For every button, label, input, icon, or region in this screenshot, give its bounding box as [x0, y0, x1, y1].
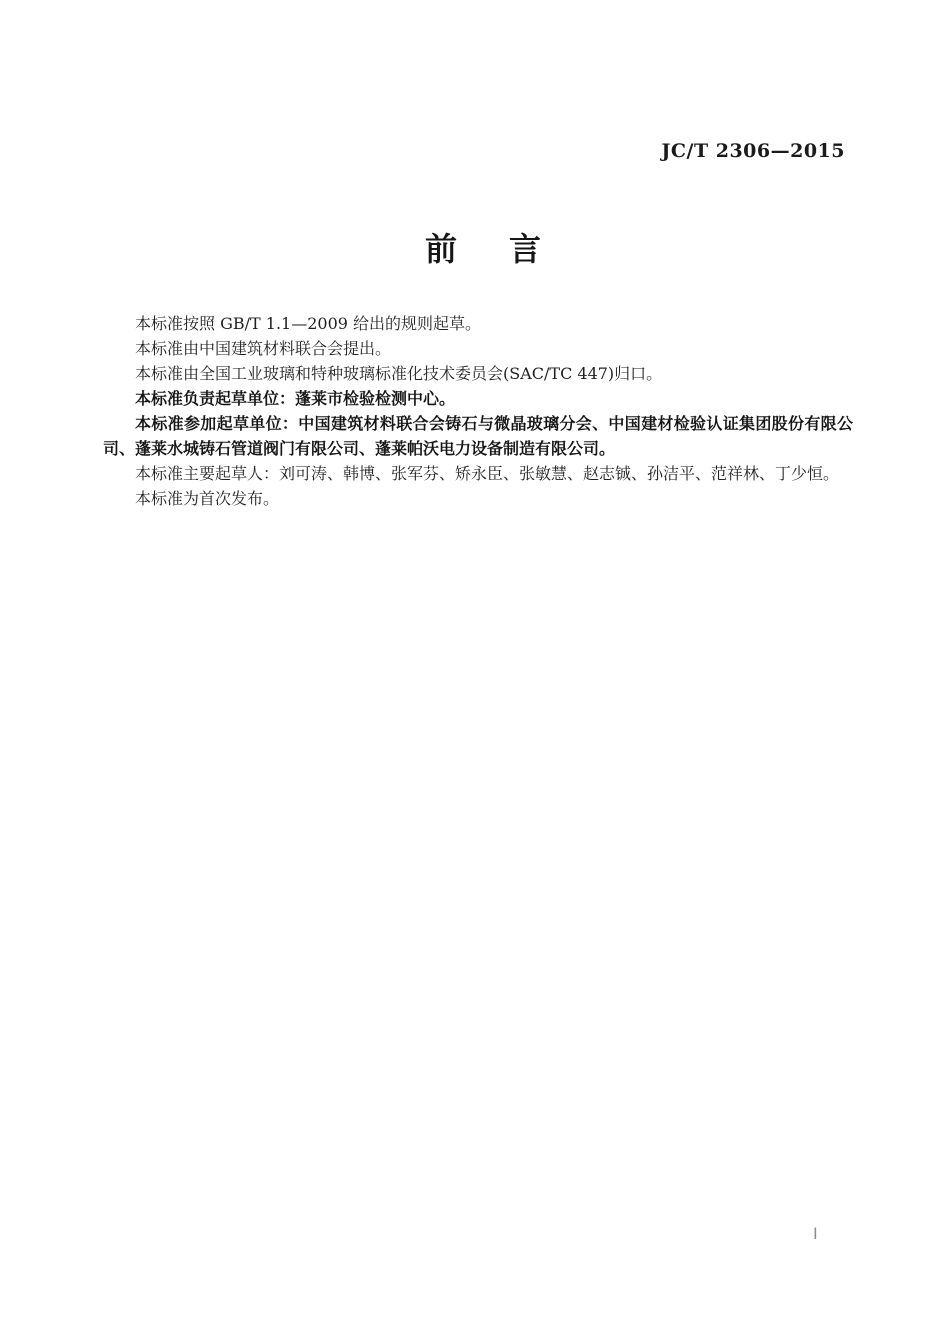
foreword-paragraph: 本标准由全国工业玻璃和特种玻璃标准化技术委员会(SAC/TC 447)归口。 — [135, 364, 663, 383]
foreword-paragraph: 本标准为首次发布。 — [135, 489, 280, 508]
foreword-paragraph: 本标准负责起草单位：蓬莱市检验检测中心。 — [135, 389, 456, 408]
foreword-body — [103, 311, 853, 511]
foreword-paragraph: 本标准由中国建筑材料联合会提出。 — [135, 339, 392, 358]
standard-code: JC/T 2306—2015 — [661, 140, 845, 162]
page-title: 前 言 — [424, 230, 551, 268]
foreword-paragraph: 本标准参加起草单位：中国建筑材料联合会铸石与微晶玻璃分会、中国建材检验认证集团股份有限公司、蓬莱水城铸石管道阀门有限公司、蓬莱帕沃电力设备制造有限公司。 — [103, 414, 853, 458]
foreword-paragraph: 本标准主要起草人：刘可涛、韩博、张军芬、矫永臣、张敏慧、赵志铖、孙洁平、范祥林、丁少恒。 — [135, 464, 840, 483]
foreword-paragraph: 本标准按照 GB/T 1.1—2009 给出的规则起草。 — [135, 314, 482, 333]
page-number: I — [813, 1224, 818, 1243]
